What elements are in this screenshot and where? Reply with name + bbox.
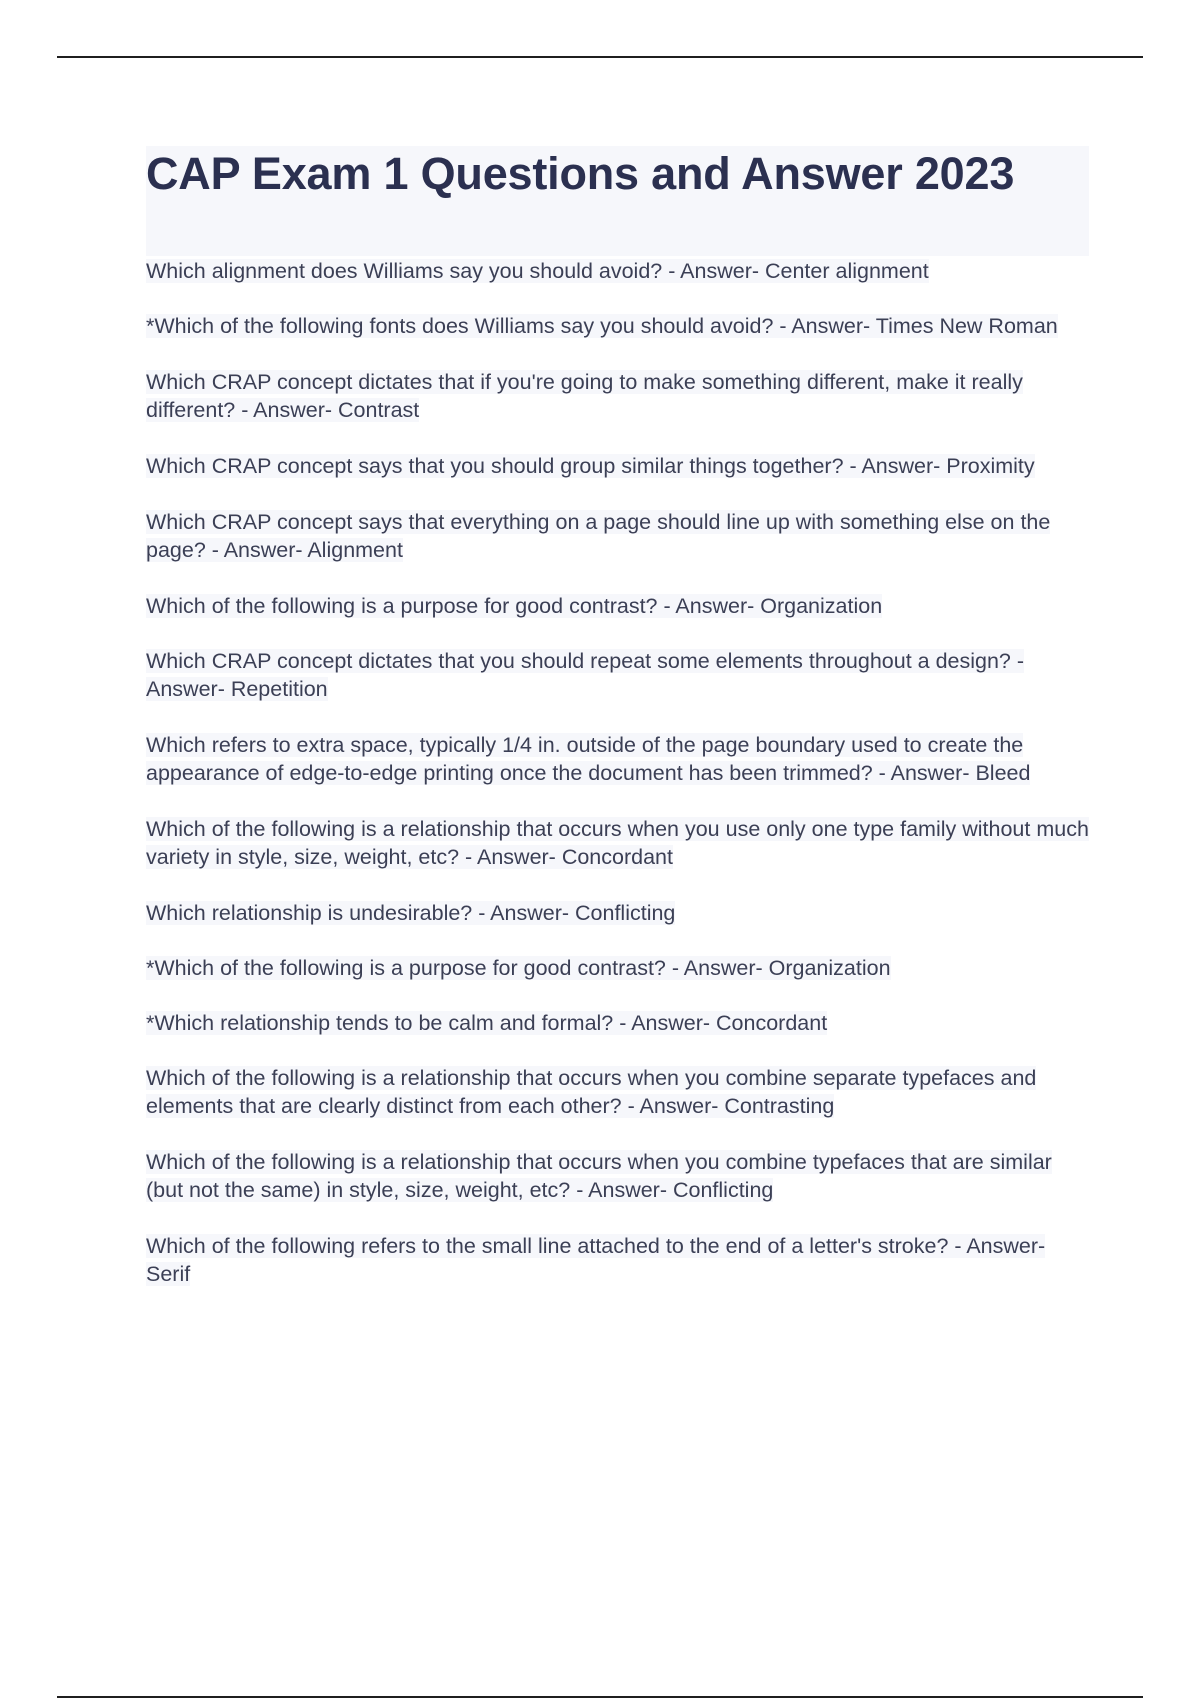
qa-item <box>146 452 1092 480</box>
qa-text: Which CRAP concept says that you should group similar things together? - Answer- Proximity <box>146 454 1035 478</box>
qa-text: Which alignment does Williams say you should avoid? - Answer- Center alignment <box>146 259 929 283</box>
qa-text: *Which relationship tends to be calm and formal? - Answer- Concordant <box>146 1011 828 1035</box>
qa-text: Which of the following is a relationship that occurs when you combine separate typefaces and elements that are clearly distinct from each other? - Answer- Contrasting <box>146 1066 1037 1118</box>
qa-item <box>146 899 1092 927</box>
qa-item <box>146 815 1092 871</box>
qa-item <box>146 1009 1092 1037</box>
qa-text: Which relationship is undesirable? - Answer- Conflicting <box>146 901 676 925</box>
qa-text: Which CRAP concept dictates that you should repeat some elements throughout a design? - Answer- Repetition <box>146 649 1025 701</box>
qa-item <box>146 257 1092 285</box>
qa-item <box>146 508 1092 564</box>
qa-item <box>146 1064 1092 1120</box>
qa-text: Which of the following is a relationship that occurs when you combine typefaces that are similar (but not the same) in style, size, weight, etc? - Answer- Conflicting <box>146 1150 1052 1202</box>
qa-text: Which refers to extra space, typically 1/4 in. outside of the page boundary used to create the appearance of edge-to-edge printing once the document has been trimmed? - Answer- Bleed <box>146 733 1031 785</box>
qa-item <box>146 1232 1092 1288</box>
qa-text: Which CRAP concept dictates that if you're going to make something different, make it really different? - Answer- Contrast <box>146 370 1023 422</box>
qa-item <box>146 312 1092 340</box>
qa-text: Which of the following is a relationship that occurs when you use only one type family without much variety in style, size, weight, etc? - Answer- Concordant <box>146 817 1089 869</box>
qa-text: Which CRAP concept says that everything on a page should line up with something else on the page? - Answer- Alignment <box>146 510 1051 562</box>
qa-item <box>146 592 1092 620</box>
page-title: CAP Exam 1 Questions and Answer 2023 <box>146 148 1015 199</box>
qa-list <box>146 257 1092 1288</box>
qa-text: *Which of the following is a purpose for good contrast? - Answer- Organization <box>146 956 891 980</box>
footer-rule <box>57 1696 1143 1698</box>
qa-item <box>146 731 1092 787</box>
qa-text: Which of the following is a purpose for good contrast? - Answer- Organization <box>146 594 883 618</box>
qa-item <box>146 1148 1092 1204</box>
header-rule <box>57 56 1143 58</box>
qa-item <box>146 954 1092 982</box>
qa-text: *Which of the following fonts does Williams say you should avoid? - Answer- Times New Roman <box>146 314 1058 338</box>
qa-text: Which of the following refers to the small line attached to the end of a letter's stroke? - Answer- Serif <box>146 1234 1046 1286</box>
qa-item <box>146 368 1092 424</box>
qa-item <box>146 647 1092 703</box>
